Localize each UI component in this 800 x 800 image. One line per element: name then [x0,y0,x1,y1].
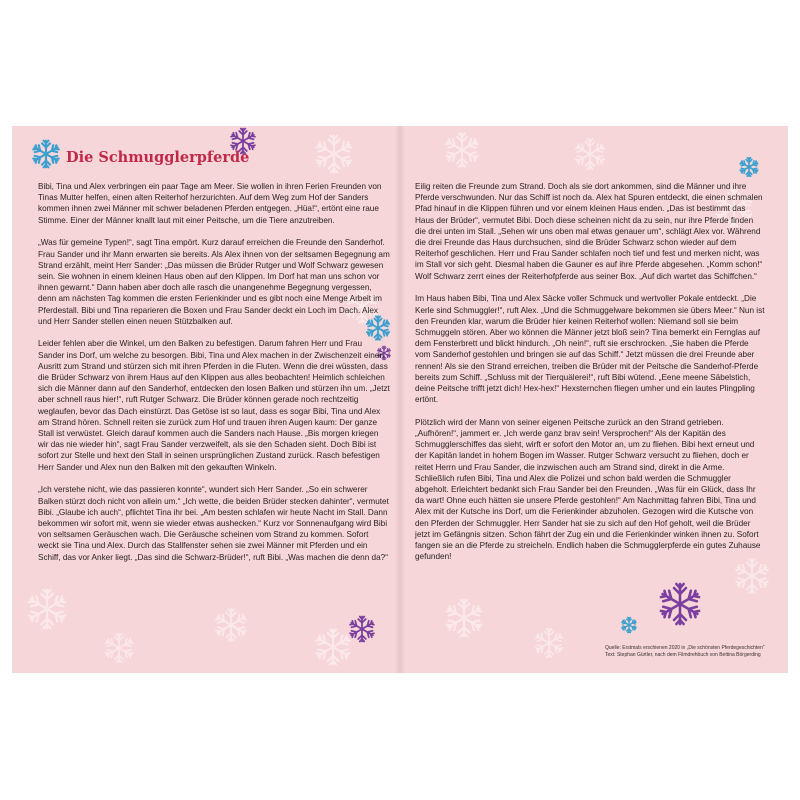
paragraph: Leider fehlen aber die Winkel, um den Balken zu befestigen. Darum fahren Herr und Frau Sander ins Dorf, um welche zu besorgen. Bibi, Tina und Alex machen in der Zwischenzeit einen Ausritt zum Strand und stürzen sich mit ihren Pferden in die Fluten. Wenn die drei wüssten, dass die Brüder Schwarz von ihrem Haus auf den Klippen aus alles beobachten! Heimlich schleichen sich die Männer dann auf den Sanderhof, entdecken den losen Balken und stürzen ihn um. „Jetzt aber schnell raus hier!“, ruft Rutger Schwarz. Die Brüder können gerade noch rechtzeitig weglaufen, bevor das Dach einstürzt. Das Getöse ist so laut, dass es sogar Bibi, Tina und Alex am Strand hören. Schnell reiten sie zurück zum Hof und trauen ihren Augen kaum: Der ganze Stall ist verwüstet. Gleich darauf kommen auch die Sanders nach Hause. „Bis morgen kriegen wir das nie wieder hin“, sagt Frau Sander verzweifelt, als sie den Schaden sieht. Doch Bibi ist sofort zur Stelle und hext den Stall in seinen ursprünglichen Zustand zurück. Rasch befestigen Herr Sander und Alex nun den Balken mit den gekauften Winkeln. [38,339,390,472]
snowflake-icon-faint [102,631,136,665]
story-title: Die Schmugglerpferde [66,149,250,166]
snowflake-icon-faint [572,136,608,172]
right-column [415,181,765,574]
paragraph: Plötzlich wird der Mann von seiner eigenen Peitsche zurück an den Strand getrieben. „Aufhören!“, jammert er. „Ich werde ganz brav sein! Versprochen!“ Als der Kapitän des Schmugglerschiffes das sieht, wirft er sofort den Motor an, um zu fliehen. Bibi hext erneut und der Kapitän landet in hohem Bogen im Wasser. Rutger Schwarz versucht zu fliehen, doch er reitet Herrn und Frau Sander, die inzwischen auch am Strand sind, direkt in die Arme. Schließlich rufen Bibi, Tina und Alex die Polizei und schon bald werden die Schmuggler abgeholt. Erleichtert bedankt sich Frau Sander bei den Freunden. „Was für ein Glück, dass Ihr da wart! Ohne euch hätten sie unsere Pferde gestohlen!“ Am Nachmittag fahren Bibi, Tina und Alex mit der Kutsche ins Dorf, um die Ferienkinder abzuholen. Gezogen wird die Kutsche von den Pferden der Schmuggler. Herr Sander hat sie zu sich auf den Hof geholt, weil die Brüder jetzt im Gefängnis sitzen. Schon fährt der Zug ein und die Ferienkinder winken ihnen zu. Sofort fangen sie an die Pferde zu streicheln. Endlich haben die Schmugglerpferde ein gutes Zuhause gefunden! [415,417,761,562]
snowflake-icon-faint [532,626,566,660]
snowflake-icon-blue [30,138,62,170]
snowflake-icon-faint [24,586,70,632]
snowflake-icon-faint [442,596,486,640]
snowflake-icon-purple [347,614,377,644]
snowflake-icon-purple [656,580,704,628]
paragraph: „Was für gemeine Typen!“, sagt Tina empört. Kurz darauf erreichen die Freunde den Sanderhof. Frau Sander und ihr Mann erwarten sie bereits. Als Alex ihnen von der seltsamen Begegnung am Strand erzählt, meint Herr Sander: „Das müssen die Brüder Rutger und Wolf Schwarz gewesen sein. Sie wohnen in einem kleinen Haus oben auf den Klippen. Im Dorf hat man uns schon vor ihnen gewarnt.“ Dann haben aber doch alle rasch die unangenehme Begegnung vergessen, denn am nächsten Tag kommen die ersten Ferienkinder und es gibt noch eine Menge Arbeit im Pferdestall. Bibi und Tina reparieren die Boxen und Frau Sander deckt ein Loch im Dach. Alex und Herr Sander stellen einen neuen Stützbalken auf. [38,238,390,326]
paragraph: Bibi, Tina und Alex verbringen ein paar Tage am Meer. Sie wollen in ihren Ferien Freunden von Tinas Mutter helfen, einen alten Reiterhof herzurichten. Auf dem Weg zum Hof der Sanders kommen ihnen zwei Männer mit schwer beladenen Pferden entgegen. „Hüa!“, ertönt eine raue Stimme. Einer der Männer knallt laut mit einer Peitsche, um die Tiere anzutreiben. [38,182,382,225]
magazine-spread [12,126,788,673]
snowflake-icon-faint [442,130,482,170]
source-credit [605,645,781,659]
snowflake-icon-blue [738,156,760,178]
paragraph: Eilig reiten die Freunde zum Strand. Doch als sie dort ankommen, sind die Männer und ihre Pferde verschwunden. Nur das Schiff ist noch da. Alex hat Spuren entdeckt, die einen schmalen Pfad hinauf in die Klippen führen und vor einem kleinen Haus enden. „Das ist bestimmt das Haus der Brüder“, vermutet Bibi. Doch diese scheinen nicht da zu sein, nur ihre Pferde finden die drei unten im Stall. „Sehen wir uns oben mal etwas genauer um“, schlägt Alex vor. Während die drei Freunde das Haus durchsuchen, sind die Brüder Schwarz schon wieder auf dem Reiterhof geschlichen. Herr und Frau Sander schlafen noch tief und fest und merken nicht, was im Stall vor sich geht. Diesmal haben die Gauner es auf ihre Pferde abgesehen. „Komm schon!“ Wolf Schwarz zerrt eines der Reiterhofpferde aus seiner Box. „Auf dich wartet das Schiffchen.“ [415,182,763,281]
snowflake-icon-faint [212,606,250,644]
snowflake-icon-faint [312,132,356,176]
snowflake-icon-blue [620,616,638,634]
paragraph: „Ich verstehe nicht, wie das passieren konnte“, wundert sich Herr Sander. „So ein schwerer Balken stürzt doch nicht von allein um.“ „Ich wette, die beiden Brüder stecken dahinter“, vermutet Bibi. „Glaube ich auch“, pflichtet Tina ihr bei. „Am besten schlafen wir heute Nacht im Stall. Dann bekommen wir sofort mit, wenn sie wieder etwas aushecken.“ Kurz vor Sonnenaufgang wird Bibi von seltsamen Geräuschen wach. Die Geräusche scheinen vom Strand zu kommen. Sofort weckt sie Tina und Alex. Durch das Stallfenster sehen sie zwei Männer mit Pferden und ein Schiff, das vor Anker liegt. „Das sind die Schwarz-Brüder!“, ruft Bibi. „Was machen die denn da?“ [38,485,389,562]
source-line: Quelle: Erstmals erschienen 2020 in „Die schönsten Pferdegeschichten“ [605,645,765,651]
author-line: Text: Stephan Gürtler, nach dem Filmdrehbuch von Bettina Börgerding [605,652,761,658]
page-spine [396,126,404,673]
left-column [38,181,390,574]
paragraph: Im Haus haben Bibi, Tina und Alex Säcke voller Schmuck und wertvoller Pokale entdeckt. „Die Kerle sind Schmuggler!“, ruft Alex. „Und die Schmuggelware bekommen sie übers Meer.“ Nun ist den Freunden klar, warum die Brüder hier keinen Reiterhof wollen: Niemand soll sie beim Schmuggeln stören. Aber wo können die Männer jetzt bloß sein? Tina bemerkt ein Fernglas auf dem Fensterbrett und blickt hindurch. „Oh nein!“, ruft sie erschrocken. „Sie haben die Pferde vom Sanderhof gestohlen und bringen sie auf das Schiff.“ Jetzt müssen die drei Freunde aber rennen! Als sie den Strand erreichen, treiben die Brüder mit der Peitsche die Sanderhof-Pferde bereits zum Schiff. „Schluss mit der Tierquälerei!“, ruft Bibi wütend. „Eene meene Säbelstich, deine Peitsche trifft jetzt dich! Hex-hex!“ Hexsternchen fliegen umher und ein lautes Plingpling ertönt. [415,294,765,405]
